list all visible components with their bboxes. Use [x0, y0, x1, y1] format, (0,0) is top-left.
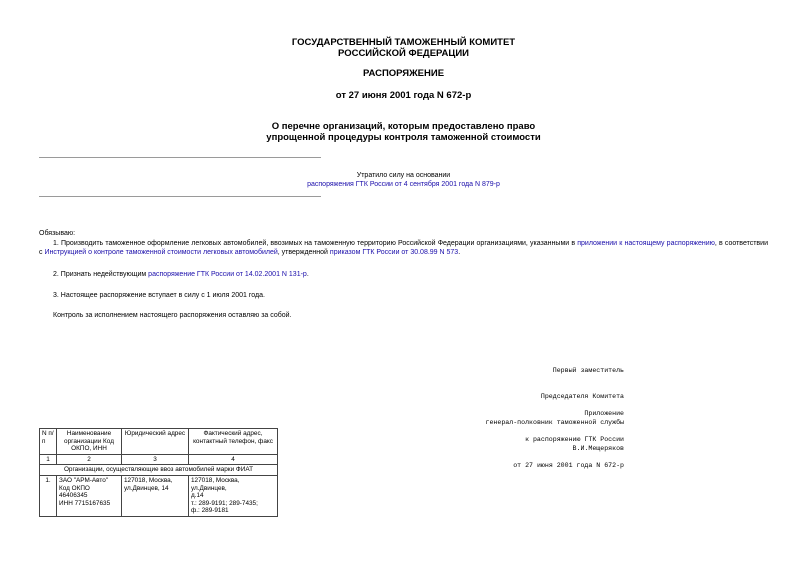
table-section-row — [40, 465, 278, 476]
number-cell: 2 — [57, 454, 122, 465]
paragraph-2-text-b: . — [306, 271, 309, 278]
appendix-label — [513, 393, 624, 479]
appendix-line-1: Приложение — [584, 410, 624, 418]
actual-address-line-1: 127018, Москва, ул.Двинцев, — [191, 476, 240, 492]
status-line: Утратило силу на основании — [356, 172, 451, 179]
organization-okpo: Код ОКПО 46406345 — [59, 484, 90, 500]
signature-line-1: Первый заместитель — [552, 367, 624, 375]
document-title — [0, 121, 807, 143]
appendix-line-3: от 27 июня 2001 года N 672-р — [513, 461, 624, 469]
paragraph-1-text-d: . — [458, 249, 461, 256]
number-cell: 4 — [189, 454, 278, 465]
organization-inn: ИНН 7715167635 — [59, 499, 111, 507]
section-title: Организации, осуществляющие ввоз автомобилей марки ФИАТ — [40, 465, 278, 476]
signature-line-4: В.И.Мещеряков — [572, 444, 624, 452]
header-cell-legal-address: Юридический адрес — [122, 429, 189, 455]
table-number-row — [40, 454, 278, 465]
status-note — [0, 171, 807, 189]
status-link[interactable]: распоряжения ГТК России от 4 сентября 2001 года N 879-р — [307, 181, 500, 188]
paragraph-1-text-a: 1. Производить таможенное оформление легковых автомобилей, ввозимых на таможенную территорию Российской Федерации организациями, указанными в — [53, 240, 578, 247]
legal-address-line-2: ул.Двинцев, 14 — [124, 484, 169, 492]
document-type: РАСПОРЯЖЕНИЕ — [362, 68, 445, 79]
divider-top — [39, 157, 321, 158]
header-cell-name: Наименование организации Код ОКПО, ИНН — [57, 429, 122, 455]
paragraph-2-text-a: 2. Признать недействующим — [53, 271, 149, 278]
row-organization — [57, 475, 122, 516]
signature-line-3: генерал-полковник таможенной службы — [485, 418, 624, 426]
paragraph-4: Контроль за исполнением настоящего распоряжения оставляю за собой. — [53, 312, 292, 319]
organization-name — [0, 37, 807, 59]
organizations-table — [39, 428, 278, 517]
paragraph-1-text-c: , утвержденной — [277, 249, 330, 256]
paragraph-3: 3. Настоящее распоряжение вступает в силу с 1 июля 2001 года. — [53, 292, 265, 299]
table-header-row — [40, 429, 278, 455]
title-line-2: упрощенной процедуры контроля таможенной стоимости — [266, 132, 541, 143]
appendix-link[interactable]: приложении к настоящему распоряжению — [577, 240, 715, 247]
paragraph-2 — [53, 270, 309, 279]
row-legal-address — [122, 475, 189, 516]
appendix-line-2: к распоряжению ГТК России — [525, 435, 624, 443]
row-number: 1. — [40, 475, 57, 516]
divider-bottom — [39, 196, 321, 197]
document-date: от 27 июня 2001 года N 672-р — [335, 90, 472, 101]
header-cell-actual-address: Фактический адрес, контактный телефон, факс — [189, 429, 278, 455]
number-cell: 1 — [40, 454, 57, 465]
actual-address-line-2: д.14 — [191, 492, 204, 500]
row-actual-address — [189, 475, 278, 516]
org-line-2: РОССИЙСКОЙ ФЕДЕРАЦИИ — [337, 48, 469, 59]
paragraph-1 — [39, 239, 768, 257]
header-cell-num: N п/п — [40, 429, 57, 455]
table-row — [40, 475, 278, 516]
number-cell: 3 — [122, 454, 189, 465]
legal-address-line-1: 127018, Москва, — [124, 476, 173, 484]
order-link[interactable]: приказом ГТК России от 30.08.99 N 573 — [329, 249, 459, 256]
actual-address-phone: т.: 289-9191; 289-7435; — [191, 499, 258, 507]
paragraph-1-text-b: , в соответствии с — [39, 240, 768, 256]
title-line-1: О перечне организаций, которым предоставлено право — [271, 121, 536, 132]
repealed-order-link[interactable]: распоряжение ГТК России от 14.02.2001 N 131-р — [148, 271, 307, 278]
actual-address-fax: ф.: 289-9181 — [191, 507, 229, 515]
intro-text: Обязываю: — [39, 230, 76, 237]
organization-name-cell: ЗАО "АРМ-Авто" — [59, 476, 109, 484]
instruction-link[interactable]: Инструкцией о контроле таможенной стоимости легковых автомобилей — [44, 249, 278, 256]
org-line-1: ГОСУДАРСТВЕННЫЙ ТАМОЖЕННЫЙ КОМИТЕТ — [291, 37, 516, 48]
signature-line-2: Председателя Комитета — [540, 392, 624, 400]
